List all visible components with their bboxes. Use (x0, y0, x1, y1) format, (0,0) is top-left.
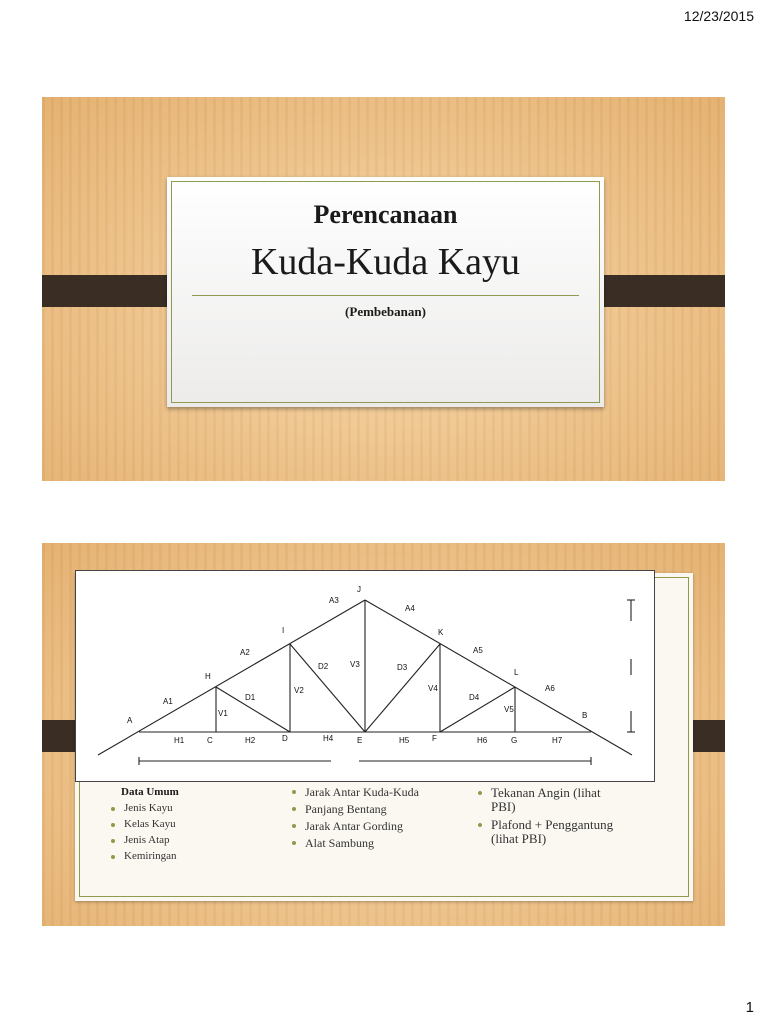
left-decor-bar (42, 720, 77, 752)
slide-title (42, 97, 725, 481)
member-label-h7: H7 (552, 736, 563, 745)
member-label-v3: V3 (350, 660, 360, 669)
span-dim-gap (331, 757, 359, 765)
data-columns (75, 786, 693, 896)
slide-truss (42, 543, 725, 926)
bullet-list (108, 803, 248, 863)
list-item: Jenis Kayu (108, 803, 248, 815)
title-line-2: Kuda-Kuda Kayu (250, 241, 521, 283)
list-item: Panjang Bentang (289, 803, 439, 816)
print-date: 12/23/2015 (683, 8, 754, 24)
column-dimensions (289, 786, 439, 854)
node-label-c: C (207, 736, 213, 745)
page-number: 1 (745, 999, 754, 1016)
list-item: Tekanan Angin (lihat PBI) (475, 786, 625, 814)
title-line-1: Perencanaan (313, 200, 458, 229)
column-heading: Data Umum (121, 786, 179, 798)
bullet-list (289, 786, 439, 850)
node-label-h: H (205, 672, 211, 681)
node-label-g: G (511, 736, 518, 745)
truss-diagram (75, 570, 655, 782)
node-label-b: B (582, 711, 588, 720)
title-divider (192, 295, 579, 296)
node-label-f: F (432, 734, 437, 743)
node-label-d: D (282, 734, 288, 743)
node-label-e: E (357, 736, 363, 745)
list-item: Jenis Atap (108, 835, 248, 847)
node-label-j: J (357, 585, 361, 594)
list-item: Kelas Kayu (108, 819, 248, 831)
right-decor-bar (588, 275, 725, 307)
column-data-umum (108, 786, 248, 867)
list-item: Kemiringan (108, 851, 248, 863)
node-label-k: K (438, 628, 444, 637)
member-label-a6: A6 (545, 684, 555, 693)
title-card (167, 177, 604, 407)
member-label-h2: H2 (245, 736, 256, 745)
member-label-h4: H4 (323, 734, 334, 743)
content-card (75, 573, 693, 901)
list-item: Alat Sambung (289, 837, 439, 850)
bullet-list (475, 786, 625, 846)
list-item: Jarak Antar Gording (289, 820, 439, 833)
member-label-h6: H6 (477, 736, 488, 745)
title-card-frame (171, 181, 600, 403)
member-label-a3: A3 (329, 596, 339, 605)
list-item: Jarak Antar Kuda-Kuda (289, 786, 439, 799)
truss-svg (76, 571, 654, 781)
member-label-d2: D2 (318, 662, 329, 671)
member-label-a2: A2 (240, 648, 250, 657)
node-label-i: I (282, 626, 285, 635)
member-label-d3: D3 (397, 663, 408, 672)
member-label-v2: V2 (294, 686, 304, 695)
member-label-d4: D4 (469, 693, 480, 702)
left-decor-bar (42, 275, 179, 307)
member-label-d1: D1 (245, 693, 256, 702)
member-label-a4: A4 (405, 604, 415, 613)
member-label-h1: H1 (174, 736, 185, 745)
member-label-v1: V1 (218, 709, 228, 718)
list-item: Plafond + Penggantung (lihat PBI) (475, 818, 625, 846)
node-label-a: A (127, 716, 133, 725)
height-dim-gap-2 (627, 675, 635, 711)
subtitle: (Pembebanan) (345, 304, 426, 319)
column-loads (475, 786, 625, 850)
height-dim-gap-1 (627, 621, 635, 659)
member-label-a1: A1 (163, 697, 173, 706)
member-label-a5: A5 (473, 646, 483, 655)
node-label-l: L (514, 668, 519, 677)
member-label-v4: V4 (428, 684, 438, 693)
member-label-v5: V5 (504, 705, 514, 714)
member-label-h5: H5 (399, 736, 410, 745)
